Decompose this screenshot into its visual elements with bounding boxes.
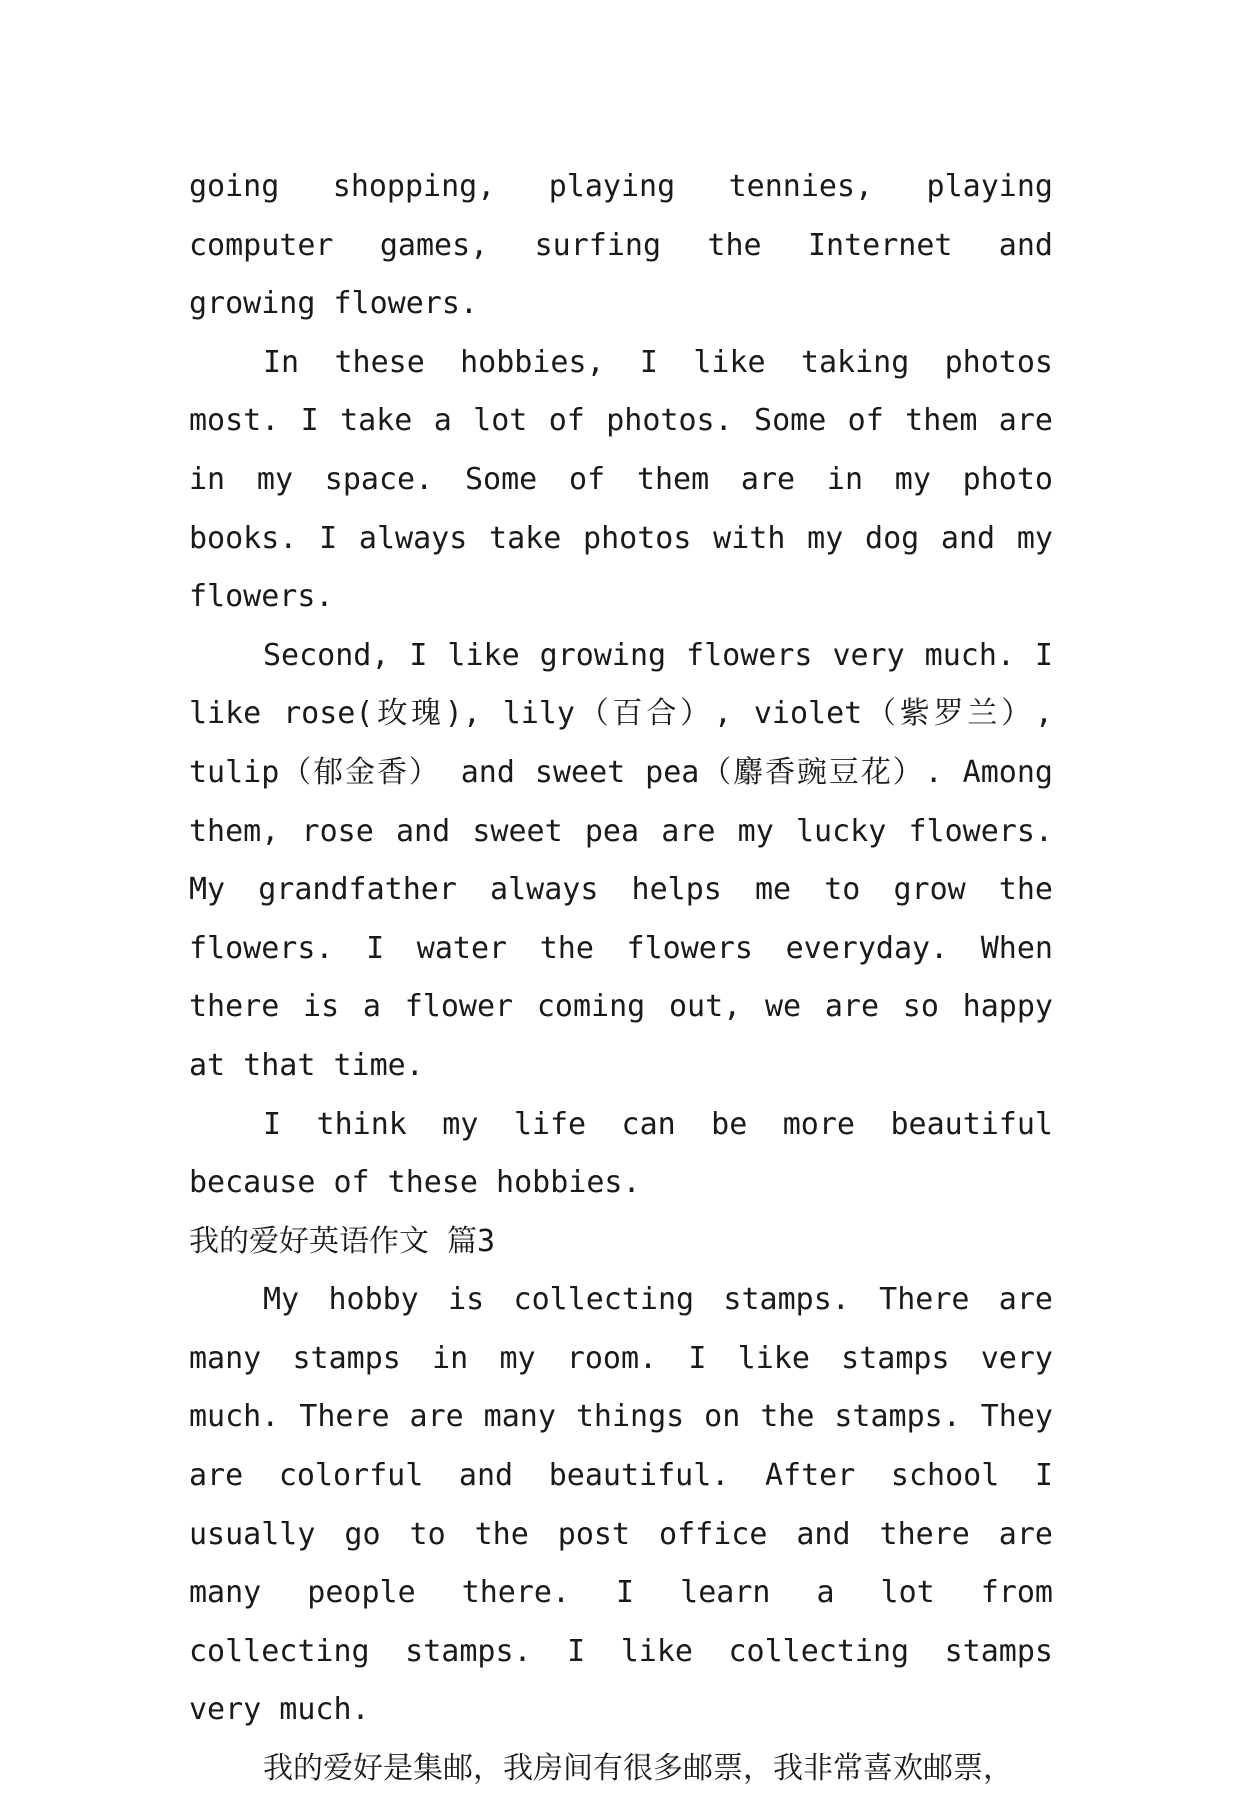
- paragraph-conclusion: I think my life can be more beautiful because of these hobbies.: [189, 1106, 1053, 1201]
- section-heading: 我的爱好英语作文 篇3: [189, 1223, 496, 1259]
- paragraph-chinese-translation: 我的爱好是集邮，我房间有很多邮票，我非常喜欢邮票，: [263, 1751, 1013, 1787]
- essay-body: [189, 158, 1053, 1799]
- paragraph-taking-photos: In these hobbies, I like taking photos most. I take a lot of photos. Some of them are in my space. Some of them are in my photo books. I always take photos with my dog and my flowers.: [189, 344, 1053, 615]
- paragraph-growing-flowers: Second, I like growing flowers very much. I like rose(玫瑰), lily（百合）, violet（紫罗兰）, tulip（郁金香） and sweet pea（麝香豌豆花）. Among them, rose and sweet pea are my lucky flowers. My grandfather always helps me to grow the flowers. I water the flowers everyday. When there is a flower coming out, we are so happy at that time.: [189, 637, 1053, 1083]
- paragraph-collecting-stamps: My hobby is collecting stamps. There are many stamps in my room. I like stamps very much. There are many things on the stamps. They are colorful and beautiful. After school I usually go to the post office and there are many people there. I learn a lot from collecting stamps. I like collecting stamps very much.: [189, 1282, 1053, 1728]
- paragraph-hobbies-list: going shopping, playing tennies, playing computer games, surfing the Internet and growing flowers.: [189, 169, 1053, 322]
